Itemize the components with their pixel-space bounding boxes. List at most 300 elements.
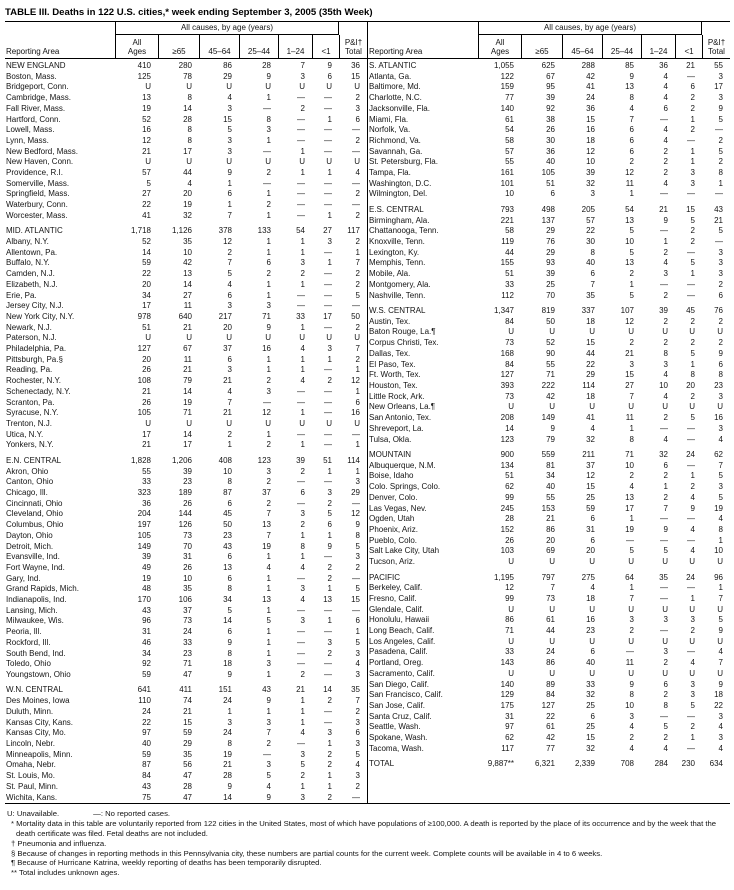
age-span-header: All causes, by age (years) — [478, 22, 702, 35]
value-cell: 29 — [351, 488, 360, 498]
value-cell: 31 — [142, 627, 151, 637]
value-cell: 21 — [142, 146, 151, 156]
value-cell: 3 — [690, 679, 695, 689]
value-cell: 18 — [586, 391, 595, 401]
reporting-area-cell: Trenton, N.J. — [6, 419, 52, 428]
value-cell: U — [662, 668, 668, 678]
value-cell: 152 — [500, 524, 514, 534]
value-cell: — — [324, 605, 332, 615]
reporting-area-cell: Reading, Pa. — [6, 365, 53, 375]
value-cell: 18 — [714, 690, 723, 700]
value-cell: U — [299, 157, 305, 167]
city-row — [368, 402, 730, 413]
city-row — [368, 237, 730, 248]
reporting-area-cell: Columbus, Ohio — [6, 520, 64, 530]
value-cell: 20 — [586, 546, 595, 556]
value-cell: 1 — [300, 354, 305, 364]
value-cell: 22 — [586, 359, 595, 369]
value-cell: 133 — [257, 226, 271, 236]
value-cell: 1 — [300, 717, 305, 727]
value-cell: 2 — [663, 316, 668, 326]
value-cell: 5 — [718, 615, 723, 625]
footnotes — [5, 804, 730, 877]
value-cell: 641 — [137, 685, 151, 695]
value-cell: 2 — [327, 376, 332, 386]
city-row — [5, 739, 367, 750]
value-cell: 1 — [663, 237, 668, 247]
value-cell: 3 — [355, 552, 360, 562]
value-cell: 40 — [142, 738, 151, 748]
city-row — [5, 574, 367, 585]
value-cell: 39 — [142, 552, 151, 562]
value-cell: U — [589, 604, 595, 614]
value-cell: — — [687, 434, 695, 444]
city-row — [368, 424, 730, 435]
city-row — [5, 552, 367, 563]
city-row — [368, 360, 730, 371]
table-title: TABLE III. Deaths in 122 U.S. cities,* week ending September 3, 2005 (35th Week) — [5, 7, 373, 18]
city-row — [5, 509, 367, 520]
value-cell: 3 — [227, 301, 232, 311]
value-cell: — — [297, 627, 305, 637]
value-cell: 221 — [500, 215, 514, 225]
city-row — [368, 744, 730, 755]
city-row — [5, 323, 367, 334]
value-cell: 39 — [546, 269, 555, 279]
value-cell: 71 — [505, 626, 514, 636]
value-cell: — — [297, 93, 305, 103]
value-cell: 9 — [266, 696, 271, 706]
value-cell: 5 — [690, 348, 695, 358]
value-cell: 3 — [355, 771, 360, 781]
value-cell: 3 — [629, 615, 634, 625]
region-summary-row — [368, 450, 730, 461]
value-cell: 4 — [663, 391, 668, 401]
value-cell: 8 — [227, 584, 232, 594]
value-cell: 16 — [262, 344, 271, 354]
value-cell: 8 — [227, 648, 232, 658]
value-cell: 3 — [718, 733, 723, 743]
value-cell: 9 — [690, 503, 695, 513]
value-cell: 13 — [262, 595, 271, 605]
value-cell: 9 — [227, 669, 232, 679]
value-cell: 9 — [663, 524, 668, 534]
value-cell: 14 — [183, 103, 192, 113]
value-cell: 17 — [142, 301, 151, 311]
value-cell: 1 — [690, 359, 695, 369]
value-cell: — — [297, 200, 305, 210]
value-cell: 2 — [327, 760, 332, 770]
value-cell: 5 — [690, 215, 695, 225]
value-cell: 6 — [227, 498, 232, 508]
value-cell: 245 — [500, 503, 514, 513]
city-row — [5, 365, 367, 376]
value-cell: 71 — [625, 450, 634, 459]
value-cell: U — [145, 419, 151, 428]
value-cell: — — [297, 290, 305, 300]
value-cell: — — [687, 423, 695, 433]
value-cell: 2 — [690, 237, 695, 247]
value-cell: 2 — [227, 429, 232, 439]
value-cell: 3 — [300, 792, 305, 802]
value-cell: 3 — [266, 717, 271, 727]
value-cell: 4 — [663, 258, 668, 268]
value-cell: 70 — [546, 290, 555, 300]
value-cell: U — [549, 604, 555, 614]
value-cell: 3 — [629, 711, 634, 721]
reporting-area-cell: New Orleans, La.¶ — [369, 402, 436, 412]
value-cell: 19 — [262, 541, 271, 551]
city-row — [368, 125, 730, 136]
value-cell: 2 — [300, 466, 305, 476]
value-cell: 15 — [351, 71, 360, 81]
value-cell: U — [662, 604, 668, 614]
value-cell: 2 — [327, 648, 332, 658]
value-cell: 62 — [714, 450, 723, 459]
reporting-area-cell: Ogden, Utah — [369, 514, 415, 524]
city-row — [5, 696, 367, 707]
reporting-area-cell: Salt Lake City, Utah — [369, 546, 440, 556]
value-cell: 6 — [590, 514, 595, 524]
value-cell: 3 — [227, 135, 232, 145]
value-cell: 30 — [546, 135, 555, 145]
value-cell: 47 — [183, 771, 192, 781]
value-cell: 22 — [586, 226, 595, 236]
reporting-area-cell: Savannah, Ga. — [369, 146, 423, 156]
value-cell: 16 — [142, 125, 151, 135]
value-cell: 7 — [629, 391, 634, 401]
value-cell: 3 — [266, 466, 271, 476]
value-cell: 2 — [327, 696, 332, 706]
value-cell: — — [352, 573, 360, 583]
city-row — [5, 333, 367, 344]
value-cell: 4 — [718, 514, 723, 524]
value-cell: 59 — [586, 503, 595, 513]
value-cell: 55 — [546, 359, 555, 369]
city-row — [368, 482, 730, 493]
value-cell: 1,195 — [493, 572, 514, 582]
city-row — [368, 525, 730, 536]
value-cell: 29 — [586, 370, 595, 380]
value-cell: — — [324, 93, 332, 103]
value-cell: 7 — [663, 503, 668, 513]
value-cell: 25 — [586, 722, 595, 732]
city-row — [5, 82, 367, 93]
city-row — [5, 104, 367, 115]
value-cell: 15 — [586, 482, 595, 492]
value-cell: U — [628, 636, 634, 646]
city-row — [368, 546, 730, 557]
value-cell: 3 — [718, 247, 723, 257]
value-cell: 2 — [690, 722, 695, 732]
value-cell: 8 — [227, 477, 232, 487]
reporting-area-cell: Portland, Oreg. — [369, 658, 424, 668]
value-cell: 51 — [142, 322, 151, 332]
table-header-right — [368, 22, 730, 59]
reporting-area-cell: Los Angeles, Calif. — [369, 636, 436, 646]
value-cell: — — [297, 637, 305, 647]
value-cell: 1 — [327, 210, 332, 220]
value-cell: 15 — [625, 370, 634, 380]
reporting-area-cell: Norfolk, Va. — [369, 125, 411, 135]
city-row — [5, 467, 367, 478]
value-cell: 87 — [142, 760, 151, 770]
value-cell: 5 — [629, 226, 634, 236]
value-cell: 55 — [142, 466, 151, 476]
value-cell: U — [589, 668, 595, 678]
reporting-area-cell: Indianapolis, Ind. — [6, 595, 67, 605]
value-cell: 42 — [546, 733, 555, 743]
value-cell: 42 — [546, 391, 555, 401]
value-cell: 21 — [142, 386, 151, 396]
value-cell: — — [297, 178, 305, 188]
value-cell: 5 — [718, 492, 723, 502]
value-cell: 26 — [505, 535, 514, 545]
value-cell: 3 — [327, 637, 332, 647]
value-cell: 1 — [327, 114, 332, 124]
city-row — [368, 147, 730, 158]
value-cell: 625 — [541, 61, 555, 70]
value-cell: 3 — [355, 717, 360, 727]
value-cell: 1 — [690, 593, 695, 603]
value-cell: 73 — [546, 593, 555, 603]
value-cell: 230 — [681, 759, 695, 769]
value-cell: 2 — [690, 103, 695, 113]
value-cell: — — [297, 429, 305, 439]
city-row — [5, 718, 367, 729]
value-cell: U — [662, 557, 668, 567]
value-cell: 13 — [262, 520, 271, 530]
value-cell: — — [324, 290, 332, 300]
value-cell: — — [626, 647, 634, 657]
value-cell: 1 — [327, 354, 332, 364]
value-cell: 4 — [227, 279, 232, 289]
value-cell: 21 — [223, 760, 232, 770]
value-cell: U — [628, 402, 634, 412]
value-cell: 21 — [223, 376, 232, 386]
value-cell: 29 — [183, 738, 192, 748]
value-cell: 1 — [629, 189, 634, 199]
value-cell: U — [549, 557, 555, 567]
value-cell: 5 — [355, 749, 360, 759]
value-cell: 16 — [351, 408, 360, 418]
reporting-area-cell: W.S. CENTRAL — [369, 306, 426, 316]
value-cell: 35 — [586, 290, 595, 300]
reporting-area-cell: Charlotte, N.C. — [369, 93, 422, 103]
value-cell: 9 — [718, 103, 723, 113]
reporting-area-cell: Springfield, Mass. — [6, 189, 70, 199]
value-cell: — — [352, 605, 360, 615]
value-cell: 151 — [218, 685, 232, 695]
value-cell: 86 — [223, 61, 232, 70]
city-row — [368, 493, 730, 504]
value-cell: 6 — [590, 711, 595, 721]
value-cell: — — [324, 429, 332, 439]
city-row — [5, 531, 367, 542]
value-cell: 99 — [505, 593, 514, 603]
value-cell: U — [717, 636, 723, 646]
reporting-area-cell: Knoxville, Tenn. — [369, 237, 425, 247]
reporting-area-cell: Canton, Ohio — [6, 477, 54, 487]
value-cell: U — [628, 668, 634, 678]
reporting-area-cell: Kansas City, Kans. — [6, 717, 73, 727]
value-cell: 3 — [718, 711, 723, 721]
value-cell: 73 — [183, 616, 192, 626]
city-row — [5, 793, 367, 804]
value-cell: 3 — [266, 760, 271, 770]
value-cell: 22 — [546, 711, 555, 721]
value-cell: 3 — [355, 669, 360, 679]
value-cell: 36 — [351, 61, 360, 70]
value-cell: 280 — [178, 61, 192, 70]
value-cell: 1 — [227, 178, 232, 188]
value-cell: 105 — [541, 168, 555, 178]
reporting-area-cell: MID. ATLANTIC — [6, 226, 63, 236]
value-cell: 55 — [505, 157, 514, 167]
value-cell: 107 — [620, 306, 634, 316]
city-row — [5, 488, 367, 499]
value-cell: 85 — [625, 61, 634, 70]
reporting-area-cell: Boston, Mass. — [6, 71, 57, 81]
value-cell: 3 — [327, 344, 332, 354]
value-cell: 51 — [546, 178, 555, 188]
reporting-area-cell: Youngstown, Ohio — [6, 669, 71, 679]
value-cell: 16 — [586, 615, 595, 625]
value-cell: U — [717, 668, 723, 678]
city-row — [5, 408, 367, 419]
value-cell: 2 — [227, 247, 232, 257]
value-cell: 71 — [546, 370, 555, 380]
value-cell: 40 — [546, 482, 555, 492]
value-cell: 23 — [223, 530, 232, 540]
value-cell: 498 — [541, 204, 555, 214]
reporting-area-cell: Phoenix, Ariz. — [369, 524, 418, 534]
value-cell: 17 — [183, 440, 192, 450]
value-cell: U — [508, 327, 514, 337]
value-cell: 1 — [300, 237, 305, 247]
reporting-area-cell: St. Petersburg, Fla. — [369, 157, 438, 167]
reporting-area-cell: Washington, D.C. — [369, 178, 432, 188]
value-cell: 57 — [586, 215, 595, 225]
value-cell: 2 — [663, 157, 668, 167]
value-cell: 2 — [355, 269, 360, 279]
value-cell: 55 — [714, 61, 723, 70]
value-cell: 28 — [183, 781, 192, 791]
value-cell: 114 — [582, 380, 595, 390]
value-cell: 8 — [187, 125, 192, 135]
value-cell: 1 — [327, 168, 332, 178]
value-cell: U — [628, 327, 634, 337]
city-row — [368, 461, 730, 472]
value-cell: 10 — [625, 700, 634, 710]
city-row — [368, 658, 730, 669]
reporting-area-cell: Nashville, Tenn. — [369, 290, 426, 300]
header-spanner-row — [5, 22, 367, 35]
value-cell: 26 — [183, 498, 192, 508]
value-cell: 8 — [629, 93, 634, 103]
value-cell: 2 — [300, 669, 305, 679]
value-cell: — — [352, 125, 360, 135]
value-cell: 4 — [690, 524, 695, 534]
reporting-area-cell: Dallas, Tex. — [369, 348, 411, 358]
value-cell: 87 — [223, 488, 232, 498]
value-cell: 12 — [142, 135, 151, 145]
value-cell: U — [145, 157, 151, 167]
value-cell: 9 — [266, 71, 271, 81]
value-cell: 24 — [686, 572, 695, 582]
value-cell: 17 — [142, 429, 151, 439]
value-cell: 14 — [183, 279, 192, 289]
reporting-area-cell: Lynn, Mass. — [6, 135, 49, 145]
value-cell: 11 — [625, 178, 634, 188]
value-cell: — — [687, 189, 695, 199]
value-cell: 52 — [142, 114, 151, 124]
value-cell: U — [265, 419, 271, 428]
reporting-area-cell: Rockford, Ill. — [6, 637, 51, 647]
value-cell: 23 — [714, 380, 723, 390]
reporting-area-cell: E.S. CENTRAL — [369, 204, 424, 214]
value-cell: 15 — [223, 114, 232, 124]
value-cell: 1 — [690, 471, 695, 481]
value-cell: 20 — [223, 322, 232, 332]
value-cell: 76 — [546, 237, 555, 247]
value-cell: 7 — [227, 258, 232, 268]
value-cell: 2 — [690, 626, 695, 636]
spacer-cell — [368, 22, 478, 35]
value-cell: 1 — [300, 146, 305, 156]
value-cell: 2 — [718, 157, 723, 167]
header-spanner-row — [368, 22, 730, 35]
value-cell: 86 — [505, 615, 514, 625]
reporting-area-cell: Tucson, Ariz. — [369, 557, 415, 567]
value-cell: 1 — [629, 583, 634, 593]
spacer-cell — [5, 22, 115, 35]
value-cell: — — [660, 514, 668, 524]
city-row — [368, 82, 730, 93]
value-cell: 77 — [546, 743, 555, 753]
value-cell: U — [689, 402, 695, 412]
value-cell: 51 — [323, 455, 332, 465]
value-cell: 15 — [183, 717, 192, 727]
value-cell: 3 — [718, 482, 723, 492]
value-cell: 8 — [690, 370, 695, 380]
value-cell: U — [326, 157, 332, 167]
value-cell: 149 — [541, 413, 555, 423]
spacer-cell — [702, 22, 730, 35]
spacer-cell — [339, 22, 367, 35]
table-body-left — [5, 59, 367, 803]
value-cell: 17 — [183, 146, 192, 156]
value-cell: 43 — [142, 605, 151, 615]
value-cell: 2 — [355, 279, 360, 289]
reporting-area-cell: Boise, Idaho — [369, 471, 414, 481]
value-cell: 9 — [266, 792, 271, 802]
value-cell: 9 — [550, 423, 555, 433]
reporting-area-cell: Baltimore, Md. — [369, 82, 421, 92]
value-cell: 21 — [183, 706, 192, 716]
city-row — [368, 712, 730, 723]
value-cell: — — [324, 125, 332, 135]
value-cell: 8 — [300, 541, 305, 551]
value-cell: 4 — [227, 93, 232, 103]
value-cell: 2 — [629, 471, 634, 481]
value-cell: U — [508, 636, 514, 646]
value-cell: 3 — [718, 269, 723, 279]
value-cell: U — [299, 419, 305, 428]
value-cell: 4 — [300, 562, 305, 572]
value-cell: 137 — [541, 215, 555, 225]
value-cell: 7 — [629, 593, 634, 603]
